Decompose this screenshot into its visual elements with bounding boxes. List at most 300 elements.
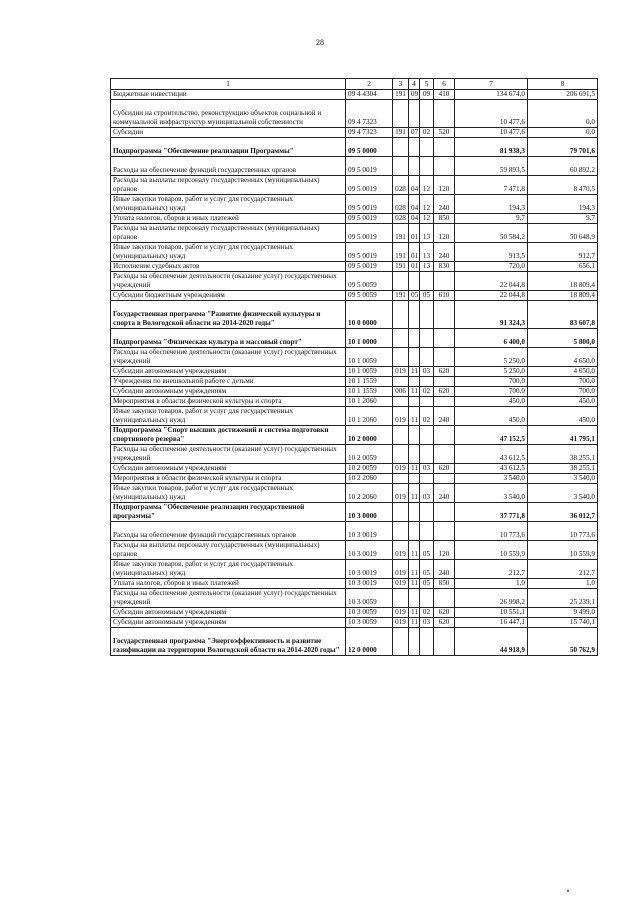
row-code-cell: 09 5 0019 <box>346 195 393 214</box>
header-row <box>111 79 598 90</box>
row-col6-cell <box>434 628 455 656</box>
table-row <box>111 445 598 464</box>
row-col5-cell: 02 <box>420 608 434 618</box>
row-name-cell: Уплата налогов, сборов и иных платежей <box>111 214 346 224</box>
table-row <box>111 608 598 618</box>
table-row <box>111 484 598 503</box>
row-col3-cell <box>393 301 409 329</box>
row-col4-cell: 11 <box>409 579 420 589</box>
row-col3-cell: 191 <box>393 128 409 138</box>
row-code-cell: 10 2 2060 <box>346 484 393 503</box>
row-code-cell: 09 5 0059 <box>346 272 393 291</box>
row-code-cell: 10 2 2060 <box>346 474 393 484</box>
row-name-cell: Государственная программа "Энергоэффективность и развитие газификации на территории Вологодской области на 2014-2020 годы" <box>111 628 346 656</box>
row-col7-value: 59 893,5 <box>455 157 528 176</box>
row-col8-value: 79 701,6 <box>528 138 598 157</box>
page-number: 28 <box>316 38 324 47</box>
header-cell: 6 <box>434 79 455 90</box>
row-col4-cell <box>409 377 420 387</box>
row-code-cell: 10 3 0000 <box>346 503 393 522</box>
row-code-cell: 10 3 0019 <box>346 541 393 560</box>
row-code-cell: 10 1 0000 <box>346 329 393 348</box>
row-col4-cell <box>409 329 420 348</box>
row-code-cell: 10 3 0059 <box>346 618 393 628</box>
row-col4-cell: 09 <box>409 90 420 100</box>
table-row <box>111 128 598 138</box>
table-row <box>111 541 598 560</box>
program-row <box>111 628 598 656</box>
row-col7-value: 43 612,5 <box>455 445 528 464</box>
row-code-cell: 10 1 2060 <box>346 397 393 407</box>
row-name-cell: Субсидии на строительство, реконструкцию объектов социальной и коммунальной инфраструктур муниципальной собственности <box>111 100 346 128</box>
row-name-cell: Расходы на выплаты персоналу государственных (муниципальных) органов <box>111 176 346 195</box>
row-col3-cell: 191 <box>393 224 409 243</box>
row-col4-cell: 11 <box>409 560 420 579</box>
row-col8-value: 8 470,5 <box>528 176 598 195</box>
header-cell: 5 <box>420 79 434 90</box>
row-col3-cell <box>393 397 409 407</box>
row-col4-cell: 04 <box>409 176 420 195</box>
row-col5-cell: 12 <box>420 195 434 214</box>
row-col6-cell: 830 <box>434 262 455 272</box>
row-col7-value: 5 250,0 <box>455 367 528 377</box>
row-name-cell: Иные закупки товаров, работ и услуг для государственных (муниципальных) нужд <box>111 243 346 262</box>
row-col3-cell <box>393 329 409 348</box>
row-code-cell: 09 4 4304 <box>346 90 393 100</box>
row-col7-value: 3 540,0 <box>455 484 528 503</box>
row-col4-cell <box>409 100 420 128</box>
row-col4-cell <box>409 522 420 541</box>
row-col7-value: 6 400,0 <box>455 329 528 348</box>
row-col7-value: 134 674,0 <box>455 90 528 100</box>
row-name-cell: Расходы на обеспечение деятельности (оказание услуг) государственных учреждений <box>111 348 346 367</box>
row-col3-cell: 006 <box>393 387 409 397</box>
row-col5-cell: 03 <box>420 484 434 503</box>
table-row <box>111 291 598 301</box>
row-col3-cell: 028 <box>393 214 409 224</box>
row-col4-cell: 04 <box>409 214 420 224</box>
row-col7-value: 450,0 <box>455 407 528 426</box>
row-name-cell: Подпрограмма "Физическая культура и массовый спорт" <box>111 329 346 348</box>
row-code-cell: 10 1 0059 <box>346 348 393 367</box>
row-col8-value: 3 540,0 <box>528 484 598 503</box>
row-col6-cell: 240 <box>434 407 455 426</box>
row-col6-cell: 120 <box>434 541 455 560</box>
row-col6-cell <box>434 589 455 608</box>
row-col5-cell <box>420 272 434 291</box>
row-col4-cell <box>409 157 420 176</box>
row-name-cell: Субсидии автономным учреждениям <box>111 367 346 377</box>
row-col8-value: 83 607,8 <box>528 301 598 329</box>
row-name-cell: Подпрограмма "Спорт высших достижений и система подготовки спортивного резерва" <box>111 426 346 445</box>
row-col5-cell <box>420 157 434 176</box>
row-col6-cell: 620 <box>434 464 455 474</box>
row-name-cell: Уплата налогов, сборов и иных платежей <box>111 579 346 589</box>
row-col7-value: 37 771,8 <box>455 503 528 522</box>
table-row <box>111 224 598 243</box>
row-name-cell: Субсидии автономным учреждениям <box>111 464 346 474</box>
row-col4-cell <box>409 628 420 656</box>
row-col7-value: 26 998,2 <box>455 589 528 608</box>
row-col4-cell <box>409 397 420 407</box>
row-col8-value: 194,3 <box>528 195 598 214</box>
row-col7-value: 22 044,8 <box>455 291 528 301</box>
row-code-cell: 09 5 0019 <box>346 262 393 272</box>
row-code-cell: 10 3 0019 <box>346 579 393 589</box>
row-col5-cell: 13 <box>420 262 434 272</box>
table-row <box>111 176 598 195</box>
row-col7-value: 5 250,0 <box>455 348 528 367</box>
table-row <box>111 522 598 541</box>
row-col7-value: 22 044,8 <box>455 272 528 291</box>
row-col8-value: 41 795,1 <box>528 426 598 445</box>
row-col8-value: 1,0 <box>528 579 598 589</box>
row-col8-value: 15 740,1 <box>528 618 598 628</box>
row-col3-cell <box>393 445 409 464</box>
row-col6-cell: 240 <box>434 195 455 214</box>
row-col4-cell <box>409 445 420 464</box>
row-code-cell: 10 3 0019 <box>346 560 393 579</box>
row-col4-cell: 11 <box>409 608 420 618</box>
row-col5-cell: 03 <box>420 464 434 474</box>
row-col4-cell: 11 <box>409 541 420 560</box>
row-col6-cell: 620 <box>434 367 455 377</box>
row-col8-value: 206 691,5 <box>528 90 598 100</box>
row-col6-cell: 240 <box>434 484 455 503</box>
row-col7-value: 720,0 <box>455 262 528 272</box>
row-name-cell: Подпрограмма "Обеспечение реализации государственной программы" <box>111 503 346 522</box>
row-col3-cell <box>393 377 409 387</box>
row-col3-cell <box>393 426 409 445</box>
table-row <box>111 474 598 484</box>
row-col6-cell <box>434 329 455 348</box>
row-code-cell: 10 2 0059 <box>346 464 393 474</box>
row-col5-cell <box>420 377 434 387</box>
row-name-cell: Исполнение судебных актов <box>111 262 346 272</box>
row-col6-cell <box>434 426 455 445</box>
row-name-cell: Мероприятия в области физической культуры и спорта <box>111 474 346 484</box>
row-col5-cell <box>420 589 434 608</box>
row-name-cell: Расходы на обеспечение деятельности (оказание услуг) государственных учреждений <box>111 589 346 608</box>
header-cell: 8 <box>528 79 598 90</box>
row-col7-value: 194,3 <box>455 195 528 214</box>
table-row <box>111 387 598 397</box>
row-col3-cell: 028 <box>393 176 409 195</box>
row-col4-cell: 01 <box>409 262 420 272</box>
table-row <box>111 579 598 589</box>
row-col3-cell <box>393 138 409 157</box>
table-row <box>111 100 598 128</box>
row-col8-value: 0,0 <box>528 128 598 138</box>
row-col6-cell: 240 <box>434 243 455 262</box>
row-col8-value: 700,0 <box>528 387 598 397</box>
row-col4-cell: 11 <box>409 618 420 628</box>
table-row <box>111 214 598 224</box>
table-row <box>111 262 598 272</box>
program-row <box>111 301 598 329</box>
row-col6-cell <box>434 138 455 157</box>
program-row <box>111 503 598 522</box>
row-col6-cell <box>434 272 455 291</box>
row-col8-value: 38 255,1 <box>528 445 598 464</box>
row-code-cell: 09 5 0019 <box>346 176 393 195</box>
row-col5-cell <box>420 522 434 541</box>
row-col5-cell: 02 <box>420 387 434 397</box>
row-name-cell: Подпрограмма "Обеспечение реализации Программы" <box>111 138 346 157</box>
row-col3-cell <box>393 503 409 522</box>
row-code-cell: 09 5 0019 <box>346 243 393 262</box>
row-code-cell: 10 1 1559 <box>346 377 393 387</box>
row-col6-cell: 610 <box>434 291 455 301</box>
row-col3-cell: 019 <box>393 367 409 377</box>
program-row <box>111 329 598 348</box>
table-row <box>111 377 598 387</box>
row-code-cell: 10 1 0059 <box>346 367 393 377</box>
row-col6-cell <box>434 377 455 387</box>
row-col5-cell: 02 <box>420 128 434 138</box>
row-col8-value: 700,0 <box>528 377 598 387</box>
row-col6-cell: 850 <box>434 214 455 224</box>
row-col6-cell: 620 <box>434 608 455 618</box>
row-col3-cell: 019 <box>393 608 409 618</box>
table-row <box>111 464 598 474</box>
row-col8-value: 25 239,1 <box>528 589 598 608</box>
table-row <box>111 157 598 176</box>
row-col4-cell <box>409 348 420 367</box>
row-col7-value: 700,0 <box>455 387 528 397</box>
row-col6-cell <box>434 397 455 407</box>
row-col8-value: 18 809,4 <box>528 272 598 291</box>
program-row <box>111 426 598 445</box>
header-cell: 7 <box>455 79 528 90</box>
row-col6-cell <box>434 474 455 484</box>
row-col4-cell: 11 <box>409 407 420 426</box>
row-col7-value: 700,0 <box>455 377 528 387</box>
table-row <box>111 243 598 262</box>
row-col3-cell <box>393 272 409 291</box>
row-name-cell: Расходы на выплаты персоналу государственных (муниципальных) органов <box>111 224 346 243</box>
row-col7-value: 7 471,8 <box>455 176 528 195</box>
header-cell: 4 <box>409 79 420 90</box>
row-col3-cell <box>393 522 409 541</box>
row-col7-value: 81 938,3 <box>455 138 528 157</box>
row-col7-value: 91 324,3 <box>455 301 528 329</box>
row-col7-value: 10 773,6 <box>455 522 528 541</box>
budget-table <box>110 78 598 656</box>
row-code-cell: 09 5 0019 <box>346 157 393 176</box>
row-name-cell: Бюджетные инвестиции <box>111 90 346 100</box>
row-col3-cell: 019 <box>393 618 409 628</box>
row-name-cell: Расходы на обеспечение деятельности (оказание услуг) государственных учреждений <box>111 445 346 464</box>
row-code-cell: 09 5 0019 <box>346 214 393 224</box>
row-col4-cell: 11 <box>409 367 420 377</box>
header-cell: 1 <box>111 79 346 90</box>
row-name-cell: Субсидии бюджетным учреждениям <box>111 291 346 301</box>
row-col4-cell <box>409 272 420 291</box>
row-col7-value: 9,7 <box>455 214 528 224</box>
row-code-cell: 10 1 2060 <box>346 407 393 426</box>
row-col6-cell: 410 <box>434 90 455 100</box>
row-col6-cell: 120 <box>434 224 455 243</box>
row-col8-value: 50 648,9 <box>528 224 598 243</box>
row-col5-cell: 13 <box>420 243 434 262</box>
row-col4-cell <box>409 474 420 484</box>
row-col4-cell <box>409 301 420 329</box>
row-col5-cell <box>420 503 434 522</box>
row-col4-cell: 07 <box>409 128 420 138</box>
table-row <box>111 195 598 214</box>
row-col5-cell: 05 <box>420 579 434 589</box>
row-code-cell: 10 3 0019 <box>346 522 393 541</box>
row-col8-value: 10 773,6 <box>528 522 598 541</box>
row-name-cell: Расходы на обеспечение функций государственных органов <box>111 522 346 541</box>
row-name-cell: Государственная программа "Развитие физической культуры и спорта в Вологодской области на 2014-2020 годы" <box>111 301 346 329</box>
row-col4-cell <box>409 138 420 157</box>
row-col3-cell: 191 <box>393 291 409 301</box>
row-col3-cell <box>393 628 409 656</box>
row-col7-value: 1,0 <box>455 579 528 589</box>
row-col8-value: 0,0 <box>528 100 598 128</box>
table-row <box>111 618 598 628</box>
row-code-cell: 10 1 1559 <box>346 387 393 397</box>
row-col5-cell: 05 <box>420 541 434 560</box>
row-col3-cell: 019 <box>393 484 409 503</box>
row-col4-cell <box>409 426 420 445</box>
row-col8-value: 5 800,0 <box>528 329 598 348</box>
row-col6-cell <box>434 301 455 329</box>
row-col6-cell: 850 <box>434 579 455 589</box>
table-row <box>111 397 598 407</box>
row-col5-cell <box>420 426 434 445</box>
row-col4-cell: 11 <box>409 387 420 397</box>
row-col5-cell <box>420 329 434 348</box>
row-col3-cell <box>393 474 409 484</box>
row-col4-cell: 11 <box>409 464 420 474</box>
row-col5-cell: 12 <box>420 214 434 224</box>
row-col8-value: 50 762,9 <box>528 628 598 656</box>
row-col8-value: 18 809,4 <box>528 291 598 301</box>
row-name-cell: Расходы на обеспечение деятельности (оказание услуг) государственных учреждений <box>111 272 346 291</box>
row-code-cell: 12 0 0000 <box>346 628 393 656</box>
row-col4-cell: 01 <box>409 224 420 243</box>
table-row <box>111 272 598 291</box>
table-row <box>111 90 598 100</box>
row-col8-value: 9,7 <box>528 214 598 224</box>
row-col5-cell: 12 <box>420 176 434 195</box>
row-col3-cell: 191 <box>393 262 409 272</box>
table-row <box>111 589 598 608</box>
row-col6-cell <box>434 157 455 176</box>
row-col6-cell <box>434 445 455 464</box>
row-col8-value: 3 540,0 <box>528 474 598 484</box>
table-row <box>111 407 598 426</box>
row-col8-value: 60 892,2 <box>528 157 598 176</box>
row-col8-value: 36 012,7 <box>528 503 598 522</box>
row-col3-cell: 191 <box>393 90 409 100</box>
program-row <box>111 138 598 157</box>
row-col7-value: 10 477,6 <box>455 100 528 128</box>
row-col3-cell <box>393 100 409 128</box>
row-name-cell: Иные закупки товаров, работ и услуг для государственных (муниципальных) нужд <box>111 560 346 579</box>
row-col5-cell: 05 <box>420 560 434 579</box>
row-col8-value: 9 499,0 <box>528 608 598 618</box>
row-code-cell: 09 5 0059 <box>346 291 393 301</box>
row-col7-value: 47 152,5 <box>455 426 528 445</box>
row-col6-cell: 120 <box>434 176 455 195</box>
row-code-cell: 09 4 7323 <box>346 128 393 138</box>
row-col5-cell <box>420 397 434 407</box>
table-row <box>111 560 598 579</box>
row-col3-cell <box>393 348 409 367</box>
row-col5-cell: 02 <box>420 407 434 426</box>
table-row <box>111 348 598 367</box>
row-col5-cell: 09 <box>420 90 434 100</box>
row-col3-cell: 019 <box>393 407 409 426</box>
row-col7-value: 50 584,2 <box>455 224 528 243</box>
row-col3-cell: 019 <box>393 541 409 560</box>
row-col7-value: 43 612,5 <box>455 464 528 474</box>
row-name-cell: Субсидии <box>111 128 346 138</box>
row-name-cell: Иные закупки товаров, работ и услуг для государственных (муниципальных) нужд <box>111 484 346 503</box>
row-col7-value: 10 477,6 <box>455 128 528 138</box>
row-col3-cell: 019 <box>393 560 409 579</box>
row-name-cell: Иные закупки товаров, работ и услуг для государственных (муниципальных) нужд <box>111 407 346 426</box>
row-name-cell: Субсидии автономным учреждениям <box>111 618 346 628</box>
row-col4-cell: 01 <box>409 243 420 262</box>
row-code-cell: 09 5 0019 <box>346 224 393 243</box>
row-col3-cell: 019 <box>393 464 409 474</box>
row-col8-value: 4 650,0 <box>528 348 598 367</box>
row-col8-value: 4 650,0 <box>528 367 598 377</box>
row-col5-cell <box>420 628 434 656</box>
row-col8-value: 912,7 <box>528 243 598 262</box>
row-code-cell: 10 3 0059 <box>346 589 393 608</box>
row-col5-cell: 03 <box>420 367 434 377</box>
row-col7-value: 212,7 <box>455 560 528 579</box>
row-col5-cell <box>420 138 434 157</box>
row-col3-cell <box>393 157 409 176</box>
row-col3-cell: 191 <box>393 243 409 262</box>
row-col3-cell: 028 <box>393 195 409 214</box>
scan-mark <box>567 890 569 892</box>
row-col3-cell <box>393 589 409 608</box>
row-code-cell: 09 5 0000 <box>346 138 393 157</box>
row-name-cell: Иные закупки товаров, работ и услуг для государственных (муниципальных) нужд <box>111 195 346 214</box>
row-col6-cell <box>434 503 455 522</box>
row-code-cell: 10 3 0059 <box>346 608 393 618</box>
row-col5-cell <box>420 301 434 329</box>
row-col8-value: 38 255,1 <box>528 464 598 474</box>
row-col5-cell: 05 <box>420 291 434 301</box>
row-code-cell: 10 0 0000 <box>346 301 393 329</box>
row-col6-cell: 240 <box>434 560 455 579</box>
row-col4-cell: 11 <box>409 484 420 503</box>
row-col3-cell: 019 <box>393 579 409 589</box>
row-col8-value: 656,1 <box>528 262 598 272</box>
row-code-cell: 10 2 0000 <box>346 426 393 445</box>
row-code-cell: 09 4 7323 <box>346 100 393 128</box>
row-col7-value: 3 540,0 <box>455 474 528 484</box>
row-name-cell: Расходы на выплаты персоналу государственных (муниципальных) органов <box>111 541 346 560</box>
row-col8-value: 450,0 <box>528 397 598 407</box>
header-cell: 3 <box>393 79 409 90</box>
row-col5-cell: 03 <box>420 618 434 628</box>
row-name-cell: Учреждения по внешкольной работе с детьми <box>111 377 346 387</box>
row-col6-cell: 520 <box>434 128 455 138</box>
row-name-cell: Субсидии автономным учреждениям <box>111 387 346 397</box>
row-name-cell: Субсидии автономным учреждениям <box>111 608 346 618</box>
row-col4-cell <box>409 589 420 608</box>
